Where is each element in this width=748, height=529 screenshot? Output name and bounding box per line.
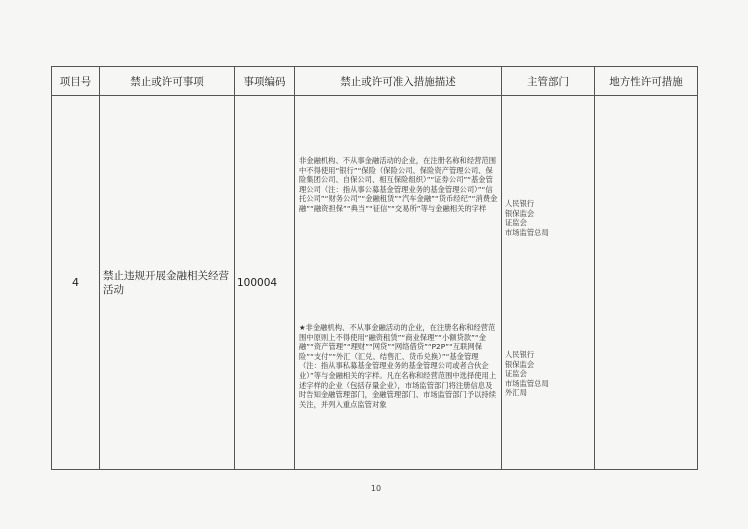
department-name: 市场监管总局 [505,378,549,388]
measure-description-1: 非金融机构、不从事金融活动的企业，在注册名称和经营范围中不得使用“银行”“保险（保险公司、保险资产管理公司、保险集团公司、自保公司、相互保险组织）”“证券公司”“基金管理公司（注：指从事公募基金管理业务的基金管理公司）”“信托公司”“财务公司”“金融租赁”“汽车金融”“货币经纪”“消费金融”“融资担保”“典当”“征信”“交易所”等与金融相关的字样 [299,156,498,213]
department-name: 人民银行 [505,350,535,359]
header-item-code: 事项编码 [235,67,295,96]
department-name: 银保监会 [505,208,535,218]
department-name: 市场监管总局 [505,227,549,237]
header-measure-description: 禁止或许可准入措施描述 [295,67,502,96]
local-measures-cell [595,96,698,470]
item-number-cell: 4 [52,96,100,470]
page-number: 10 [370,484,382,493]
department-name: 银保监会 [505,359,535,369]
department-list-2 [505,350,592,398]
measure-description-2: ★非金融机构、不从事金融活动的企业，在注册名称和经营范围中原则上不得使用“融资租赁”“商业保理”“小额贷款”“金融”“资产管理”“理财”“网贷”“网络借贷”“P2P”“互联网保险”“支付”“外汇（汇兑、结售汇、货币兑换）”“基金管理（注：指从事私募基金管理业务的基金管理公司或者合伙企业）”等与金融相关的字样。凡在名称和经营范围中选择使用上述字样的企业（包括存量企业），市场监管部门将注册信息及时告知金融管理部门，金融管理部门、市场监管部门予以持续关注，并列入重点监管对象 [299,323,497,409]
header-department: 主管部门 [502,67,595,96]
department-name: 外汇局 [505,388,527,398]
department-list-1 [505,199,592,237]
department-name: 人民银行 [505,199,535,208]
measure-description-cell [295,96,502,470]
header-local-measures: 地方性许可措施 [595,67,698,96]
department-name: 证监会 [505,369,527,379]
table-header-row [52,67,698,96]
header-item-number: 项目号 [52,67,100,96]
header-item-name: 禁止或许可事项 [100,67,235,96]
table-row [52,96,698,470]
department-cell [502,96,595,470]
item-name-cell: 禁止违规开展金融相关经营活动 [100,96,235,470]
market-access-table [51,66,698,470]
item-code-cell: 100004 [235,96,295,470]
department-name: 证监会 [505,218,527,228]
